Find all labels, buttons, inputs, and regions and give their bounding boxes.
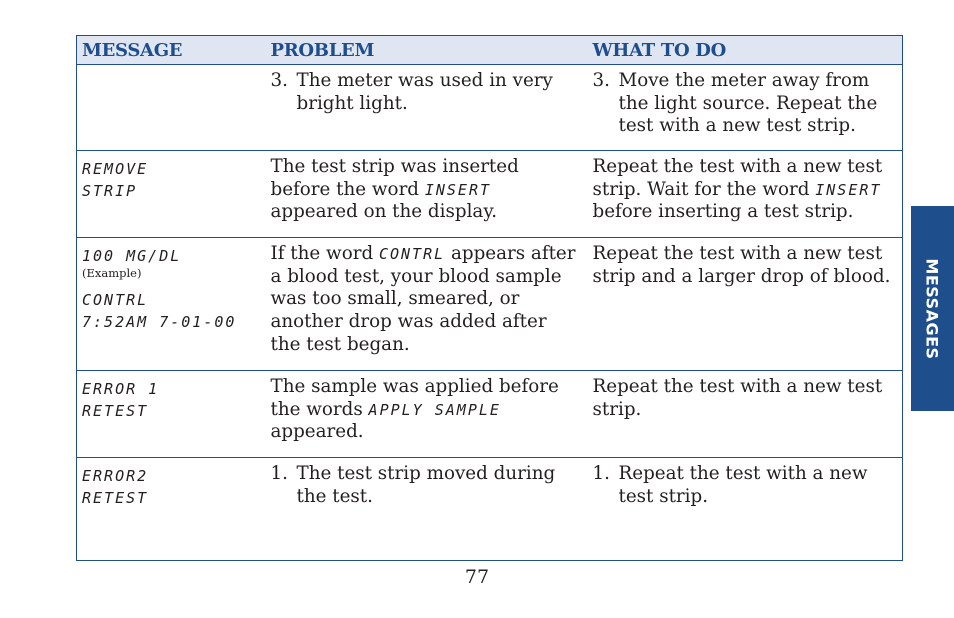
problem-text: The meter was used in very bright light. — [296, 70, 553, 114]
problem-cell — [266, 371, 588, 458]
lcd-message-line: ERROR 1 — [82, 380, 160, 398]
list-number: 1. — [592, 463, 610, 484]
problem-text: appears after a blood test, your blood sample was too small, smeared, or another drop was added after the test began. — [270, 243, 576, 355]
action-text: before inserting a test strip. — [592, 201, 854, 223]
list-number: 1. — [270, 463, 288, 484]
table-row — [77, 65, 903, 151]
header-problem: PROBLEM — [266, 36, 588, 65]
table-row — [77, 458, 903, 561]
action-cell — [588, 458, 903, 561]
problem-text: If the word — [270, 243, 379, 264]
message-cell — [77, 151, 266, 238]
page-number: 77 — [464, 566, 490, 588]
header-what-to-do: WHAT TO DO — [588, 36, 903, 65]
action-cell — [588, 238, 903, 371]
message-cell — [77, 238, 266, 371]
message-cell — [77, 371, 266, 458]
table-row — [77, 151, 903, 238]
lcd-message-line: REMOVE — [82, 160, 149, 178]
problem-cell — [266, 238, 588, 371]
lcd-message-line: ERROR2 — [82, 467, 149, 485]
problem-text: The sample was applied before the words — [270, 376, 559, 420]
lcd-message-line: STRIP — [82, 182, 138, 200]
action-text: Move the meter away from the light source. Repeat the test with a new test strip. — [618, 70, 878, 137]
action-text: Repeat the test with a new test strip and a larger drop of blood. — [592, 243, 891, 287]
list-number: 3. — [270, 70, 288, 91]
list-number: 3. — [592, 70, 610, 91]
lcd-word: INSERT — [815, 180, 882, 199]
problem-cell — [266, 151, 588, 238]
action-cell — [588, 65, 903, 151]
table-header-row — [77, 36, 903, 65]
header-message: MESSAGE — [77, 36, 266, 65]
action-text: Repeat the test with a new test strip. Wait for the word — [592, 156, 883, 200]
messages-table — [76, 35, 903, 561]
lcd-message-line: 100 MG/DL — [82, 247, 182, 265]
lcd-word: CONTRL — [378, 245, 446, 263]
problem-text: The test strip was inserted before the word — [270, 156, 519, 200]
message-cell — [77, 458, 266, 561]
problem-cell — [266, 65, 588, 151]
action-cell — [588, 371, 903, 458]
problem-text: appeared. — [270, 421, 364, 443]
side-tab-label: MESSAGES — [922, 258, 942, 360]
example-note: (Example) — [82, 266, 142, 280]
lcd-message-line: 7:52AM 7-01-00 — [82, 313, 237, 331]
lcd-message-line: RETEST — [82, 489, 149, 507]
table-row — [77, 238, 903, 371]
lcd-message-line: RETEST — [82, 402, 149, 420]
action-cell — [588, 151, 903, 238]
lcd-message-line: CONTRL — [82, 291, 149, 309]
message-cell — [77, 65, 266, 151]
problem-text: The test strip moved during the test. — [296, 463, 556, 507]
table-row — [77, 371, 903, 458]
problem-cell — [266, 458, 588, 561]
action-text: Repeat the test with a new test strip. — [592, 376, 883, 420]
action-text: Repeat the test with a new test strip. — [618, 463, 868, 507]
lcd-word: APPLY SAMPLE — [368, 400, 501, 419]
lcd-word: INSERT — [424, 180, 492, 199]
problem-text: appeared on the display. — [270, 201, 498, 223]
section-side-tab — [911, 206, 954, 411]
